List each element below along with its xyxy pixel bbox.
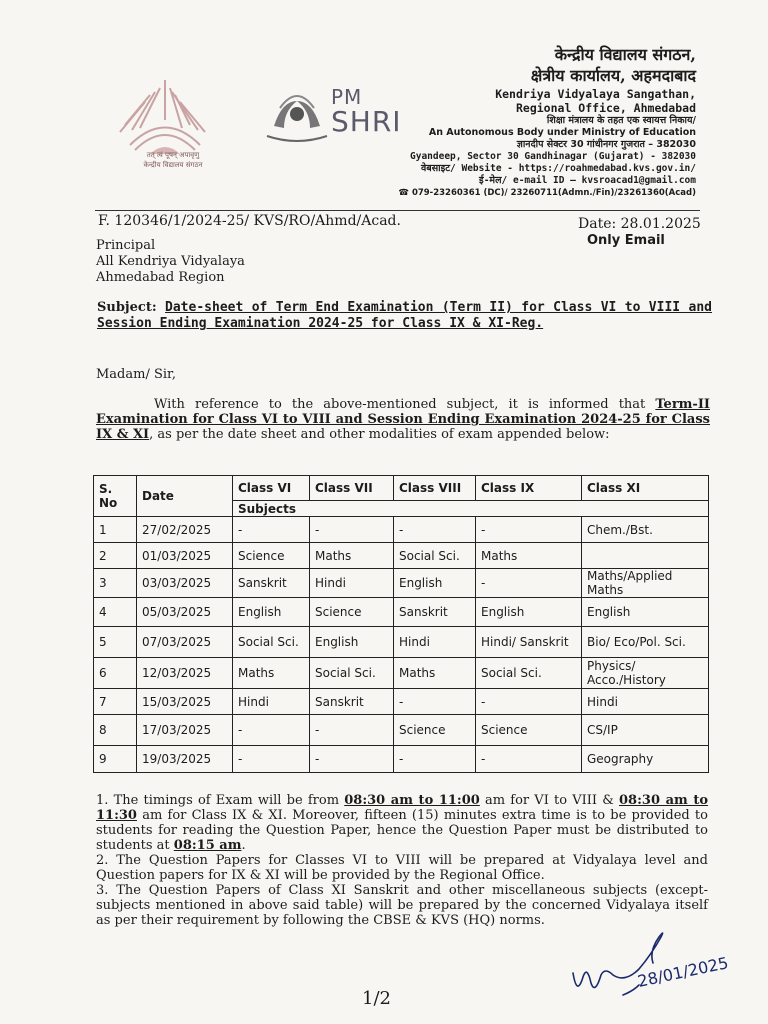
cell-class-ix: Science — [476, 715, 582, 746]
cell-class-viii: - — [394, 746, 476, 773]
note-2: 2. The Question Papers for Classes VI to VIII will be prepared at Vidyalaya level and Question papers for IX & XI will be provided by the Regional Office. — [96, 853, 708, 883]
cell-class-ix: - — [476, 517, 582, 543]
cell-date: 15/03/2025 — [137, 689, 233, 715]
cell-class-ix: - — [476, 569, 582, 598]
office-name-hindi: क्षेत्रीय कार्यालय, अहमदाबाद — [530, 66, 696, 85]
subject-label: Subject: — [97, 300, 157, 315]
intro-paragraph: With reference to the above-mentioned subject, it is informed that Term-II Examination for Class VI to VIII and Session Ending Examination 2024-25 for Class IX & XI, as per the date sheet and other modalities of exam appended below: — [96, 397, 710, 442]
cell-class-vi: - — [233, 517, 310, 543]
subject-text: Date-sheet of Term End Examination (Term II) for Class VI to VIII and Session Ending Examination 2024-25 for Class IX & XI-Reg. — [97, 300, 712, 331]
org-name: Kendriya Vidyalaya Sangathan, — [495, 87, 696, 101]
cell-class-ix: English — [476, 598, 582, 627]
table-row — [94, 598, 709, 627]
date-sheet-table — [93, 475, 709, 773]
pm-shri-logo: PM SHRI — [331, 85, 402, 138]
cell-date: 27/02/2025 — [137, 517, 233, 543]
cell-class-vii: - — [310, 746, 394, 773]
header-class-viii: Class VIII — [394, 476, 476, 501]
cell-date: 05/03/2025 — [137, 598, 233, 627]
table-row — [94, 689, 709, 715]
cell-sno: 9 — [94, 746, 137, 773]
cell-class-viii: Maths — [394, 658, 476, 689]
cell-class-viii: English — [394, 569, 476, 598]
cell-date: 17/03/2025 — [137, 715, 233, 746]
delivery-mode: Only Email — [587, 233, 665, 248]
header-divider — [95, 210, 700, 211]
table-row — [94, 569, 709, 598]
subject-line — [97, 300, 712, 332]
table-row — [94, 627, 709, 658]
cell-sno: 6 — [94, 658, 137, 689]
cell-class-ix: - — [476, 689, 582, 715]
cell-class-vi: Maths — [233, 658, 310, 689]
cell-class-xi: English — [582, 598, 709, 627]
cell-sno: 3 — [94, 569, 137, 598]
cell-date: 07/03/2025 — [137, 627, 233, 658]
cell-date: 19/03/2025 — [137, 746, 233, 773]
cell-class-vii: Science — [310, 598, 394, 627]
page-number: 1/2 — [362, 988, 391, 1009]
cell-class-ix: Hindi/ Sanskrit — [476, 627, 582, 658]
table-row — [94, 543, 709, 569]
cell-class-vii: - — [310, 715, 394, 746]
cell-date: 12/03/2025 — [137, 658, 233, 689]
cell-date: 01/03/2025 — [137, 543, 233, 569]
recipient-address: Principal All Kendriya Vidyalaya Ahmedabad Region — [96, 238, 245, 285]
cell-class-vii: Maths — [310, 543, 394, 569]
kvs-motto: तत् त्वं पूषन् अपावृणु केन्द्रीय विद्यालय संगठन — [143, 151, 203, 169]
cell-date: 03/03/2025 — [137, 569, 233, 598]
pm-shri-emblem — [262, 86, 332, 148]
cell-class-vii: English — [310, 627, 394, 658]
cell-class-viii: Sanskrit — [394, 598, 476, 627]
cell-class-ix: Maths — [476, 543, 582, 569]
header-class-vii: Class VII — [310, 476, 394, 501]
cell-class-vi: - — [233, 715, 310, 746]
cell-class-xi: Chem./Bst. — [582, 517, 709, 543]
salutation: Madam/ Sir, — [96, 367, 176, 382]
header-subjects: Subjects — [233, 501, 709, 517]
cell-class-vi: - — [233, 746, 310, 773]
cell-class-xi: Hindi — [582, 689, 709, 715]
cell-sno: 2 — [94, 543, 137, 569]
exam-instructions — [96, 793, 708, 928]
letter-date: Date: 28.01.2025 — [578, 216, 701, 232]
table-row — [94, 658, 709, 689]
address-hindi: ज्ञानदीप सेक्टर 30 गांधीनगर गुजरात – 382030 — [516, 139, 696, 150]
table-row — [94, 715, 709, 746]
cell-class-xi: Bio/ Eco/Pol. Sci. — [582, 627, 709, 658]
autonomous-hindi: शिक्षा मंत्रालय के तहत एक स्वायत्त निकाय/ — [546, 115, 696, 126]
org-name-hindi: केन्द्रीय विद्यालय संगठन, — [554, 45, 696, 64]
letterhead — [366, 44, 696, 199]
svg-text:28/01/2025: 28/01/2025 — [635, 953, 731, 991]
cell-class-ix: - — [476, 746, 582, 773]
cell-class-vii: Social Sci. — [310, 658, 394, 689]
cell-class-vi: Hindi — [233, 689, 310, 715]
header-class-ix: Class IX — [476, 476, 582, 501]
cell-class-viii: - — [394, 689, 476, 715]
cell-class-xi: Geography — [582, 746, 709, 773]
office-name: Regional Office, Ahmedabad — [515, 101, 696, 115]
cell-sno: 1 — [94, 517, 137, 543]
cell-class-vi: English — [233, 598, 310, 627]
phone: ☎ 079-23260361 (DC)/ 23260711(Admn./Fin)/23261360(Acad) — [398, 188, 696, 198]
address: Gyandeep, Sector 30 Gandhinagar (Gujarat) - 382030 — [410, 151, 696, 162]
cell-class-viii: - — [394, 517, 476, 543]
header-class-xi: Class XI — [582, 476, 709, 501]
reference-number: F. 120346/1/2024-25/ KVS/RO/Ahmd/Acad. — [98, 213, 401, 229]
autonomous-note: An Autonomous Body under Ministry of Education — [428, 127, 696, 138]
cell-class-vii: Sanskrit — [310, 689, 394, 715]
cell-class-vi: Sanskrit — [233, 569, 310, 598]
note-3: 3. The Question Papers of Class XI Sanskrit and other miscellaneous subjects (except-subjects mentioned in above said table) will be prepared by the concerned Vidyalaya itself as per their requirement by following the CBSE & KVS (HQ) norms. — [96, 883, 708, 928]
cell-class-xi: Maths/Applied Maths — [582, 569, 709, 598]
cell-class-xi: Physics/ Acco./History — [582, 658, 709, 689]
header-sno: S. No — [94, 476, 137, 517]
header-date: Date — [137, 476, 233, 517]
phone-icon: ☎ — [398, 188, 412, 198]
table-row — [94, 517, 709, 543]
cell-class-xi: CS/IP — [582, 715, 709, 746]
cell-class-viii: Hindi — [394, 627, 476, 658]
table-row — [94, 746, 709, 773]
cell-class-viii: Science — [394, 715, 476, 746]
cell-sno: 8 — [94, 715, 137, 746]
handwritten-signature — [565, 925, 750, 1005]
cell-class-vii: Hindi — [310, 569, 394, 598]
cell-class-vi: Social Sci. — [233, 627, 310, 658]
cell-sno: 4 — [94, 598, 137, 627]
header-class-vi: Class VI — [233, 476, 310, 501]
cell-class-xi — [582, 543, 709, 569]
cell-class-ix: Social Sci. — [476, 658, 582, 689]
note-1: 1. The timings of Exam will be from 08:30 am to 11:00 am for VI to VIII & 08:30 am to 11:30 am for Class IX & XI. Moreover, fifteen (15) minutes extra time is to be provided to students for reading the Question Paper, hence the Question Paper must be distributed to students at 08:15 am. — [96, 793, 709, 853]
website: वेबसाइट/ Website - https://roahmedabad.kvs.gov.in/ — [421, 163, 696, 174]
cell-class-viii: Social Sci. — [394, 543, 476, 569]
cell-sno: 7 — [94, 689, 137, 715]
cell-class-vii: - — [310, 517, 394, 543]
cell-sno: 5 — [94, 627, 137, 658]
email: ई-मेल/ e-mail ID – kvsroacad1@gmail.com — [479, 175, 696, 186]
cell-class-vi: Science — [233, 543, 310, 569]
